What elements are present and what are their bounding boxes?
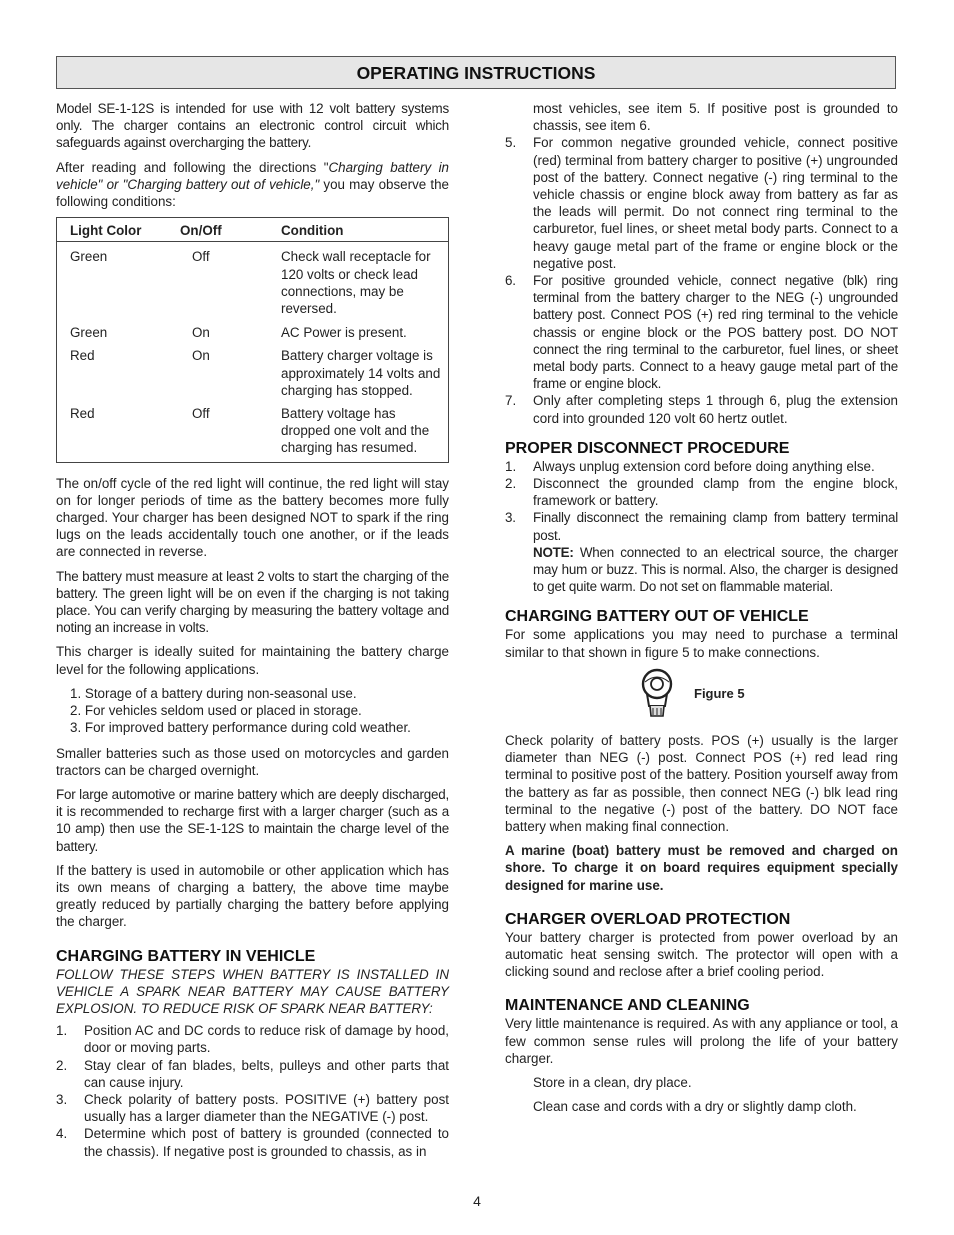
table-row [57, 405, 449, 457]
terminal-paragraph: For some applications you may need to purchase a terminal similar to that shown in figure 5 to make connections. [505, 627, 898, 660]
list-item [505, 458, 898, 475]
step-number: 1. [505, 458, 517, 474]
step-number: 7. [505, 393, 517, 409]
list-item [505, 272, 898, 392]
list-item: 1. Storage of a battery during non-seasonal use. [70, 685, 357, 701]
figure-5 [505, 668, 898, 726]
figure-caption: Figure 5 [694, 685, 745, 701]
list-item [56, 1057, 449, 1091]
step-number: 1. [56, 1023, 68, 1039]
list-item [505, 475, 898, 509]
step-text: Disconnect the grounded clamp from the engine block, framework or battery. [533, 476, 898, 509]
step-number: 2. [505, 476, 517, 492]
directions-text-post: you may observe the following conditions: [56, 176, 449, 210]
in-vehicle-steps-continued [505, 134, 898, 426]
cell-light-color: Green [70, 249, 108, 265]
section-heading-maintenance: MAINTENANCE AND CLEANING [505, 997, 750, 1015]
step-text: For positive grounded vehicle, connect negative (blk) ring terminal from the battery charger to the NEG (-) ungrounded battery post. Connect POS (+) red ring terminal to the vehicle chassis or engine block or the POS battery post. DO NOT connect the ring terminal to the carburetor, fuel lines, or sheet metal body parts. Connect to a heavy gauge metal part of the frame or engine block. [533, 273, 898, 392]
disconnect-steps [505, 458, 898, 544]
intro-paragraph: Model SE-1-12S is intended for use with 12 volt battery systems only. The charger contains an electronic control circuit which safeguards against overcharging the battery. [56, 101, 449, 151]
note-label: NOTE: [533, 544, 574, 560]
directions-text-pre: After reading and following the directions " [56, 159, 329, 175]
onoff-cycle-paragraph: The on/off cycle of the red light will continue, the red light will stay on for longer periods of time as the battery becomes more fully charged. Your charger has been designed NOT to spark if the ring lugs on the leads accidentally touch one another, or if the leads are connected in reverse. [56, 475, 449, 560]
overload-paragraph: Your battery charger is protected from power overload by an automatic heat sensing switch. The protector will open with a clicking sound and reclose after a brief cooling period. [505, 929, 898, 980]
applications-list [70, 685, 449, 737]
list-item [505, 134, 898, 272]
section-heading-overload: CHARGER OVERLOAD PROTECTION [505, 910, 791, 928]
in-vehicle-steps [56, 1022, 449, 1160]
page-title: OPERATING INSTRUCTIONS [56, 56, 896, 89]
list-item: 2. For vehicles seldom used or placed in storage. [70, 703, 362, 719]
list-item [56, 1091, 449, 1125]
polarity-paragraph: Check polarity of battery posts. POS (+) usually is the larger diameter than NEG (-) post. Connect POS (+) red lead ring terminal to positive post of the battery. Position yourself away from the battery as far as possible, then connect NEG (-) blk lead ring terminal to the negative (-) post of the battery. DO NOT face battery when making final connection. [505, 732, 898, 834]
cell-condition: Battery charger voltage is approximately 14 volts and charging has stopped. [281, 348, 441, 398]
list-item [56, 1022, 449, 1056]
step-number: 4. [56, 1126, 68, 1142]
list-item [505, 392, 898, 426]
light-status-table [56, 217, 449, 462]
step-number: 3. [505, 510, 516, 526]
cell-condition: AC Power is present. [281, 325, 407, 341]
directions-text-italic: Charging battery in vehicle" or "Charging battery out of vehicle," [56, 159, 449, 192]
directions-paragraph [56, 159, 449, 211]
cell-light-color: Red [70, 406, 95, 422]
cell-on-off: Off [192, 249, 210, 265]
step-text: Determine which post of battery is grounded (connected to the chassis). If negative post is grounded to chassis, as in [84, 1126, 449, 1159]
table-row [57, 248, 449, 317]
cell-condition: Check wall receptacle for 120 volts or check lead connections, may be reversed. [281, 249, 431, 317]
step-text: For common negative grounded vehicle, connect positive (red) terminal from battery charger to positive (+) ungrounded post of the battery. Connect negative (-) ring terminal to the vehicle chassis or engine block away from battery as far as the leads will permit. Do not connect ring terminal to the carburetor, fuel lines, or sheet metal body parts. Connect to a heavy gauge metal part of the frame or engine block or the negative post. [533, 135, 898, 271]
maintenance-paragraph: Very little maintenance is required. As with any appliance or tool, a few common sense rules will prolong the life of your battery charger. [505, 1016, 899, 1066]
col-header-condition: Condition [281, 218, 449, 242]
ring-terminal-icon [639, 668, 675, 718]
applications-intro: This charger is ideally suited for maintaining the battery charge level for the following applications. [56, 644, 449, 677]
step-text: Finally disconnect the remaining clamp from battery terminal post. [533, 510, 898, 543]
cell-on-off: Off [192, 406, 210, 422]
col-header-on-off: On/Off [180, 218, 281, 242]
marine-battery-warning: A marine (boat) battery must be removed and charged on shore. To charge it on board requires equipment specially designed for marine use. [505, 843, 898, 893]
step-number: 6. [505, 273, 516, 289]
maintenance-tip: Store in a clean, dry place. [533, 1074, 692, 1090]
page-number: 4 [473, 1193, 481, 1209]
in-vehicle-warning: FOLLOW THESE STEPS WHEN BATTERY IS INSTALLED IN VEHICLE A SPARK NEAR BATTERY MAY CAUSE BATTERY EXPLOSION. TO REDUCE RISK OF SPARK NEAR BATTERY: [56, 966, 449, 1016]
step-number: 3. [56, 1091, 68, 1107]
minimum-voltage-paragraph: The battery must measure at least 2 volts to start the charging of the battery. The green light will be on even if the charging is not taking place. You can verify charging by measuring the battery voltage and noting an increase in volts. [56, 568, 449, 636]
section-heading-out-of-vehicle: CHARGING BATTERY OUT OF VEHICLE [505, 608, 809, 626]
note-text: When connected to an electrical source, the charger may hum or buzz. This is normal. Also, the charger is designed to get quite warm. Do not set on flammable material. [533, 544, 898, 595]
cell-on-off: On [192, 348, 210, 364]
left-column [56, 100, 449, 1160]
list-item: 3. For improved battery performance during cold weather. [70, 720, 411, 736]
cell-condition: Battery voltage has dropped one volt and the charging has resumed. [281, 406, 430, 456]
table-row [57, 324, 449, 341]
step-text: Stay clear of fan blades, belts, pulleys and other parts that can cause injury. [84, 1057, 449, 1090]
step-text: Always unplug extension cord before doing anything else. [533, 458, 875, 474]
table-header-row [57, 218, 449, 242]
step-text: Only after completing steps 1 through 6, plug the extension cord into grounded 120 volt 60 hertz outlet. [533, 393, 898, 426]
large-battery-paragraph: For large automotive or marine battery which are deeply discharged, it is recommended to recharge first with a larger charger (such as a 10 amp) then use the SE-1-12S to maintain the charge level of the battery. [56, 786, 449, 854]
section-heading-in-vehicle: CHARGING BATTERY IN VEHICLE [56, 947, 316, 965]
automobile-paragraph: If the battery is used in automobile or other application which has its own means of charging a battery, the above time maybe greatly reduced by partially charging the battery before applying the charger. [56, 862, 449, 930]
section-heading-disconnect: PROPER DISCONNECT PROCEDURE [505, 439, 790, 457]
disconnect-note [505, 544, 898, 596]
maintenance-tip: Clean case and cords with a dry or slightly damp cloth. [533, 1099, 857, 1115]
step-text: Position AC and DC cords to reduce risk of damage by hood, door or moving parts. [84, 1023, 449, 1056]
step-number: 2. [56, 1057, 68, 1073]
table-row [57, 347, 449, 399]
cell-light-color: Red [70, 348, 95, 364]
step-4-continued: most vehicles, see item 5. If positive post is grounded to chassis, see item 6. [533, 101, 898, 134]
cell-light-color: Green [70, 325, 108, 341]
right-column [505, 100, 898, 1122]
step-text: Check polarity of battery posts. POSITIVE (+) battery post usually has a larger diameter than the NEGATIVE (-) post. [84, 1091, 449, 1125]
list-item [505, 509, 898, 543]
smaller-batteries-paragraph: Smaller batteries such as those used on motorcycles and garden tractors can be charged overnight. [56, 745, 449, 778]
step-number: 5. [505, 135, 517, 151]
cell-on-off: On [192, 325, 210, 341]
col-header-light-color: Light Color [57, 218, 181, 242]
list-item [56, 1125, 449, 1159]
